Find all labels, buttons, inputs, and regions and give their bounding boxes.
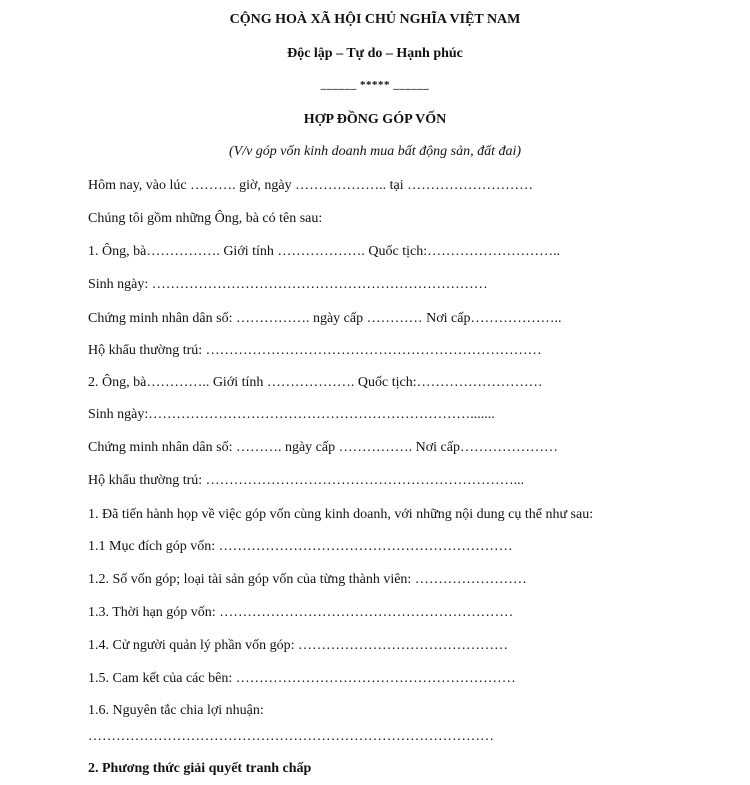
clause-1-4: 1.4. Cử người quản lý phần vốn góp: ……………………………………… [88, 638, 509, 653]
clause-1-6-blank-line: …………………………………………………………………………… [88, 729, 494, 744]
meeting-content-intro: 1. Đã tiến hành họp về việc góp vốn cùng kinh doanh, với những nội dung cụ thể như sau: [88, 507, 594, 522]
separator: ______ ***** ______ [320, 79, 430, 91]
parties-intro: Chúng tôi gồm những Ông, bà có tên sau: [88, 211, 323, 226]
clause-1-3: 1.3. Thời hạn góp vốn: ……………………………………………………… [88, 605, 514, 620]
country-heading: CỘNG HOÀ XÃ HỘI CHỦ NGHĨA VIỆT NAM [229, 12, 521, 27]
section-2-heading: 2. Phương thức giải quyết tranh chấp [88, 761, 312, 776]
party-1-birth-line: Sinh ngày: ……………………………………………………………… [88, 277, 488, 292]
party-2-birth-line: Sinh ngày:……………………………………………………………....... [88, 407, 495, 422]
motto: Độc lập – Tự do – Hạnh phúc [287, 46, 463, 61]
clause-1-6: 1.6. Nguyên tắc chia lợi nhuận: [88, 703, 264, 718]
clause-1-5: 1.5. Cam kết của các bên: …………………………………………………… [88, 671, 516, 686]
party-1-id-line: Chứng minh nhân dân số: ……………. ngày cấp ………… Nơi cấp……………….. [88, 311, 562, 326]
document-title: HỢP ĐỒNG GÓP VỐN [303, 112, 447, 127]
party-1-residence-line: Hộ khẩu thường trú: ……………………………………………………………… [88, 343, 542, 358]
document-subtitle: (V/v góp vốn kinh doanh mua bất động sản, đất đai) [228, 144, 522, 159]
party-2-residence-line: Hộ khẩu thường trú: …………………………………………………………... [88, 473, 525, 488]
clause-1-1: 1.1 Mục đích góp vốn: ……………………………………………………… [88, 539, 513, 554]
party-2-name-line: 2. Ông, bà………….. Giới tính ………………. Quốc tịch:……………………… [88, 375, 543, 390]
party-1-name-line: 1. Ông, bà……………. Giới tính ………………. Quốc tịch:……………………….. [88, 244, 561, 259]
party-2-id-line: Chứng minh nhân dân số: ………. ngày cấp ……………. Nơi cấp………………… [88, 440, 558, 455]
clause-1-2: 1.2. Số vốn góp; loại tài sản góp vốn của từng thành viên: …………………… [88, 572, 527, 587]
meeting-date-line: Hôm nay, vào lúc ………. giờ, ngày ……………….. tại ……………………… [88, 178, 534, 193]
